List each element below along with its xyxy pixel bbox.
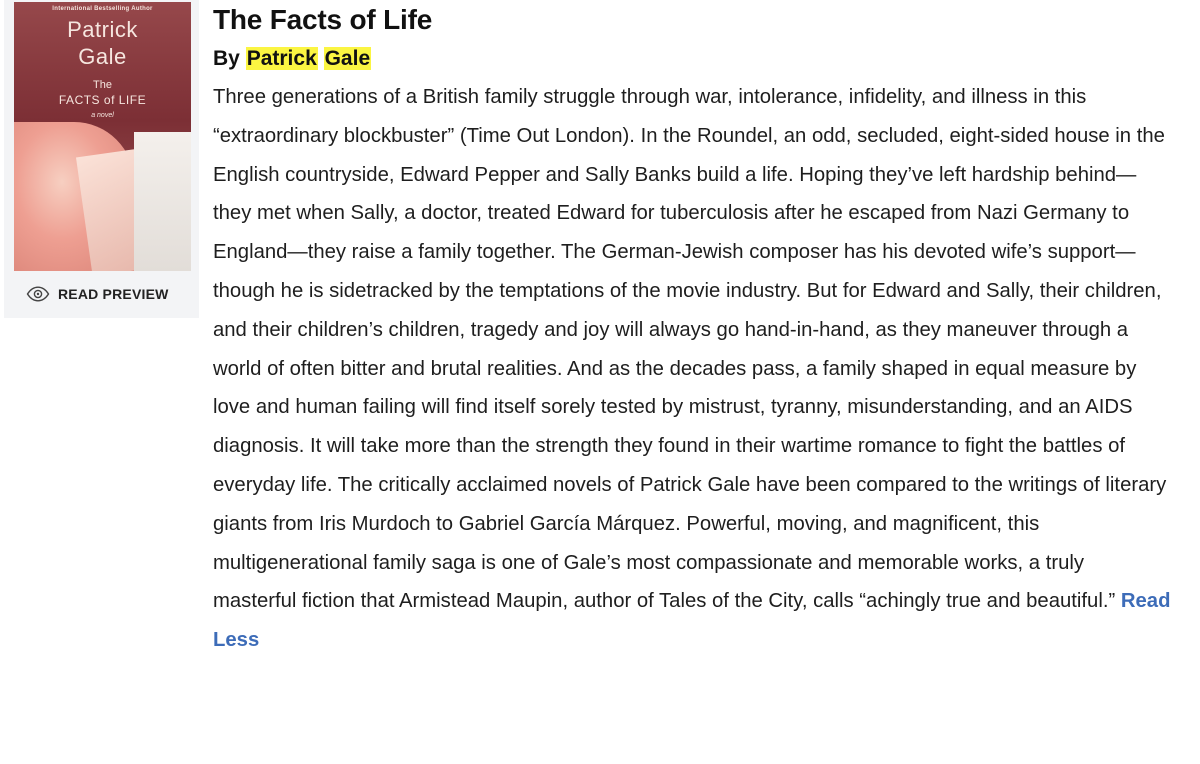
description-text: Three generations of a British family struggle through war, intolerance, infidelity, and illness in this “extraordinary blockbuster” (Time Out London). In the Roundel, an odd, secluded, eight-sided house in the English countryside, Edward Pepper and Sally Banks build a life. Hoping they’ve left hardship behind—they met when Sally, a doctor, treated Edward for tuberculosis after he escaped from Nazi Germany to England—they raise a family together. The German-Jewish composer has his devoted wife’s support—though he is sidetracked by the temptations of the movie industry. But for Edward and Sally, their children, and their children’s children, tragedy and joy will always go hand-in-hand, as they maneuver through a world of often bitter and brutal realities. And as the decades pass, a family shaped in equal measure by love and human failing will find itself sorely tested by mistrust, tyranny, misunderstanding, and an AIDS diagnosis. It will take more than the strength they found in their wartime romance to fight the battles of everyday life. The critically acclaimed novels of Patrick Gale have been compared to the writings of literary giants from Iris Murdoch to Gabriel García Márquez. Powerful, moving, and magnificent, this multigenerational family saga is one of Gale’s most compassionate and memorable works, a truly masterful fiction that Armistead Maupin, author of Tales of the City, calls “achingly true and beautiful.” — [213, 86, 1167, 613]
cover-kicker: International Bestselling Author — [52, 6, 153, 12]
read-preview-button[interactable] — [26, 280, 169, 308]
book-cover-image[interactable] — [14, 2, 191, 271]
cover-subtitle: a novel — [91, 112, 114, 119]
cover-author-first: Patrick — [67, 17, 138, 42]
read-preview-label: READ PREVIEW — [58, 286, 169, 302]
book-description — [213, 78, 1173, 660]
byline — [213, 44, 1173, 74]
cover-title-line2: FACTS of LIFE — [58, 93, 147, 107]
cover-author-last: Gale — [78, 44, 127, 69]
book-info — [213, 0, 1173, 660]
cover-title-line1: The — [93, 79, 112, 91]
cover-card — [4, 0, 199, 318]
book-title: The Facts of Life — [213, 4, 433, 35]
author-last-name[interactable]: Gale — [324, 47, 371, 70]
by-label: By — [213, 47, 240, 70]
read-less-link[interactable]: Read Less — [213, 590, 1171, 652]
author-first-name[interactable]: Patrick — [246, 47, 317, 70]
eye-icon — [26, 286, 50, 302]
